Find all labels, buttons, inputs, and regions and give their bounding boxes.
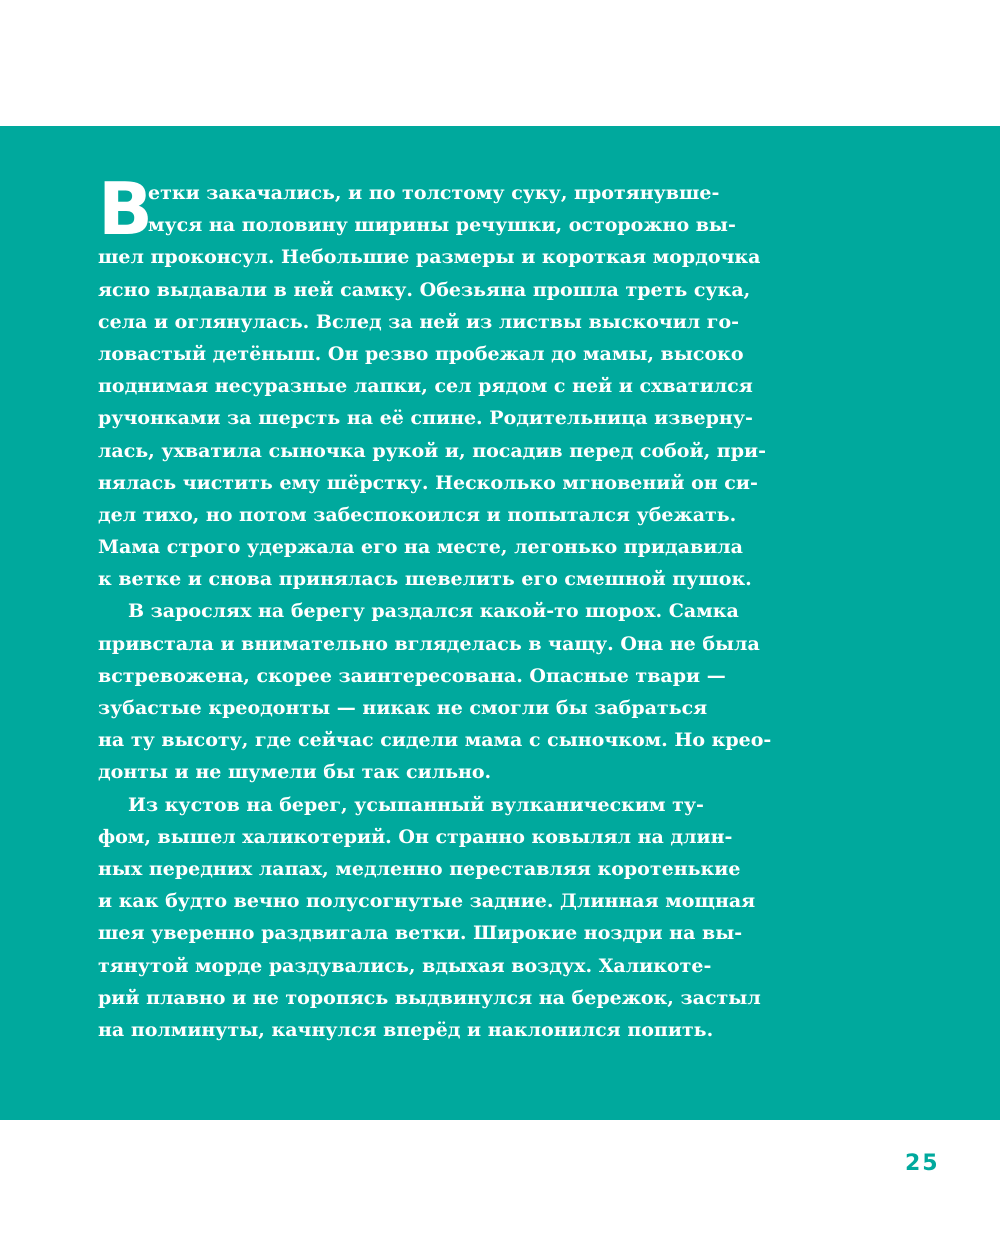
text-line: Из кустов на берег, усыпанный вулканическим ту- [128, 793, 704, 816]
text-line: поднимая несуразные лапки, сел рядом с ней и схватился [98, 375, 753, 398]
text-line: тянутой морде раздувались, вдыхая воздух. Халикоте- [98, 954, 712, 977]
text-line: ручонками за шерсть на её спине. Родительница изверну- [98, 407, 753, 430]
paragraph-2 [98, 595, 772, 788]
text-line: шел проконсул. Небольшие размеры и короткая мордочка [98, 246, 761, 269]
text-line: донты и не шумели бы так сильно. [98, 761, 492, 784]
text-line: нялась чистить ему шёрстку. Несколько мгновений он си- [98, 471, 758, 494]
text-line: Мама строго удержала его на месте, легонько придавила [98, 536, 743, 559]
drop-cap-letter: В [98, 167, 153, 251]
paragraph-1 [98, 167, 766, 595]
text-line: лась, ухватила сыночка рукой и, посадив перед собой, при- [98, 439, 766, 462]
text-line: дел тихо, но потом забеспокоился и попытался убежать. [98, 503, 737, 526]
text-line: ных передних лапах, медленно переставляя коротенькие [98, 857, 741, 880]
text-line: села и оглянулась. Вслед за ней из листвы выскочил го- [98, 310, 739, 333]
text-line: муся на половину ширины речушки, осторожно вы- [148, 214, 736, 237]
text-line: на ту высоту, где сейчас сидели мама с сыночком. Но крео- [98, 729, 772, 752]
text-line: фом, вышел халикотерий. Он странно ковылял на длин- [98, 825, 733, 848]
text-line: и как будто вечно полусогнутые задние. Длинная мощная [98, 890, 756, 913]
page-number: 25 [905, 1151, 940, 1176]
text-line: ясно выдавали в ней самку. Обезьяна прошла треть сука, [98, 278, 751, 301]
text-line: ловастый детёныш. Он резво пробежал до мамы, высоко [98, 342, 744, 365]
paragraph-3 [98, 789, 761, 1047]
text-line: зубастые креодонты — никак не смогли бы забраться [98, 697, 708, 719]
text-line: встревожена, скорее заинтересована. Опасные твари — [98, 664, 726, 687]
text-line: етки закачались, и по толстому суку, протянувше- [148, 182, 720, 204]
text-line: шея уверенно раздвигала ветки. Широкие ноздри на вы- [98, 922, 743, 945]
text-line: В зарослях на берегу раздался какой-то шорох. Самка [128, 600, 739, 623]
text-line: привстала и внимательно вгляделась в чащу. Она не была [98, 632, 760, 655]
text-line: на полминуты, качнулся вперёд и наклонился попить. [98, 1018, 714, 1041]
text-line: рий плавно и не торопясь выдвинулся на бережок, застыл [98, 986, 761, 1009]
text-line: к ветке и снова принялась шевелить его смешной пушок. [98, 568, 752, 591]
body-text [98, 167, 772, 1046]
